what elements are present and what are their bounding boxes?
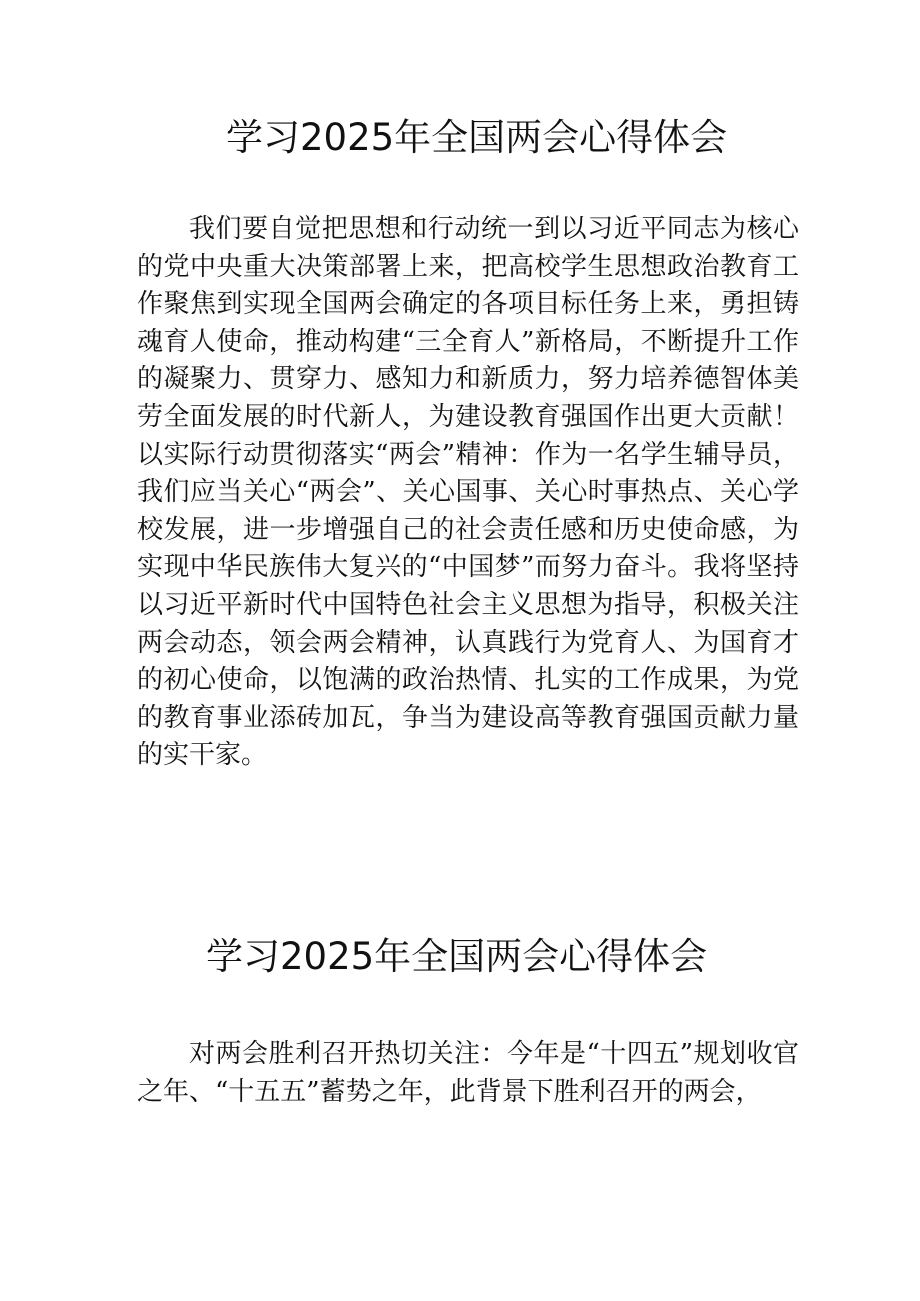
body-paragraph: 对两会胜利召开热切关注：今年是“十四五”规划收官之年、“十五五”蓄势之年，此背景下胜利召开的两会， [137,1039,799,1107]
body-paragraph: 我们要自觉把思想和行动统一到以习近平同志为核心的党中央重大决策部署上来，把高校学生思想政治教育工作聚焦到实现全国两会确定的各项目标任务上来，勇担铸魂育人使命，推动构建“三全育人”新格局，不断提升工作的凝聚力、贯穿力、感知力和新质力，努力培养德智体美劳全面发展的时代新人，为建设教育强国作出更大贡献！以实际行动贯彻落实“两会”精神：作为一名学生辅导员，我们应当关心“两会”、关心国事、关心时事热点、关心学校发展，进一步增强自己的社会责任感和历史使命感，为实现中华民族伟大复兴的“中国梦”而努力奋斗。我将坚持以习近平新时代中国特色社会主义思想为指导，积极关注两会动态，领会两会精神，认真践行为党育人、为国育才的初心使命，以饱满的政治热情、扎实的工作成果，为党的教育事业添砖加瓦，争当为建设高等教育强国贡献力量的实干家。 [137,214,799,771]
section-title: 学习2025年全国两会心得体会 [206,935,708,978]
section-title: 学习2025年全国两会心得体会 [226,116,728,159]
